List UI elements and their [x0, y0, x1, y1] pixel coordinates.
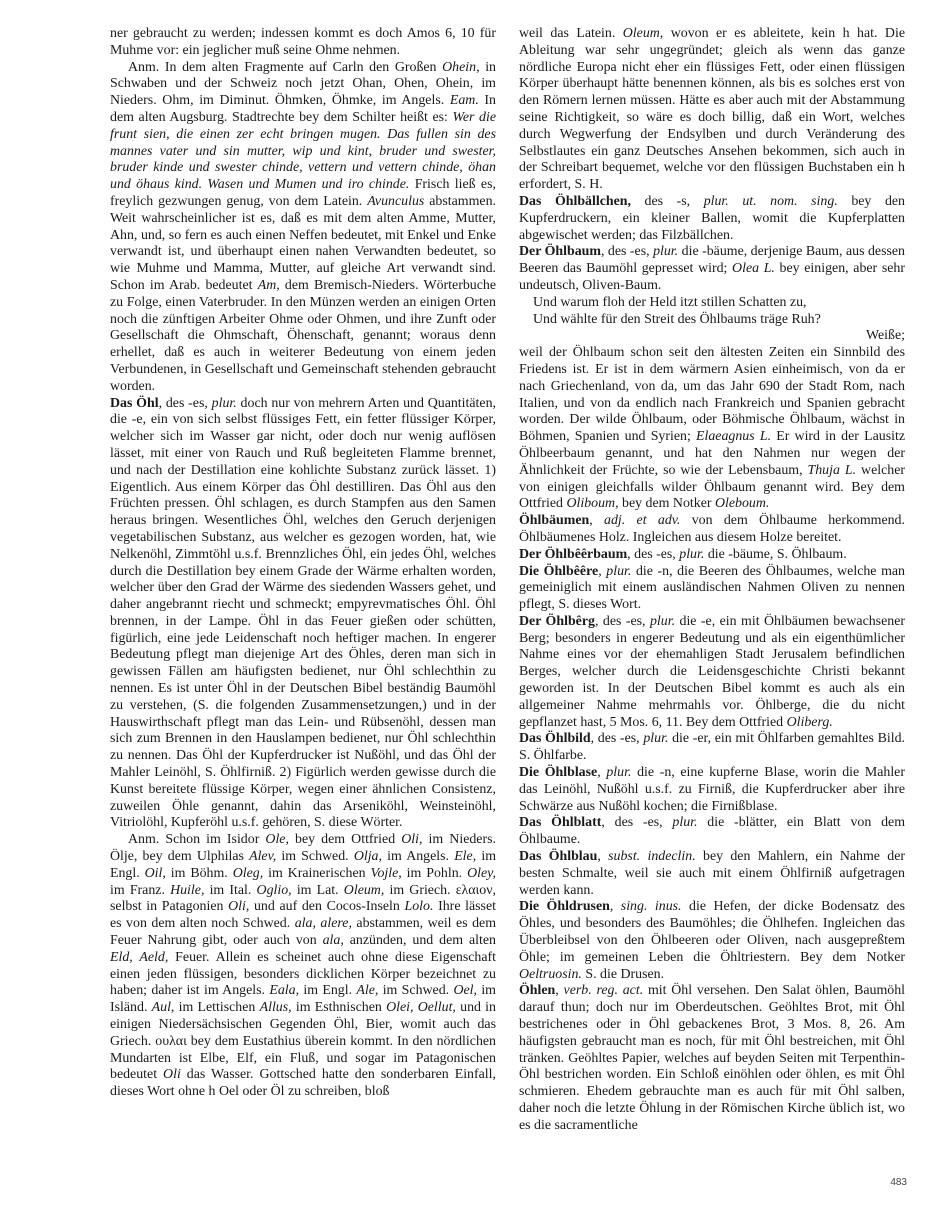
paragraph	[519, 328, 905, 345]
text-run: Weiße;	[866, 328, 905, 344]
text-run: in Schwaben und der Schweiz noch jetzt Ohan, Ohen, Ohein, im Nieders. Ohm, im Diminut. Öhmken, Öhmke, im Angels.	[110, 59, 496, 109]
text-run: im Ital.	[204, 882, 257, 898]
text-run: Und wählte für den Streit des Öhlbaums träge Ruh?	[533, 311, 821, 327]
paragraph	[519, 614, 905, 732]
italic-text: plur. ut. nom. sing.	[703, 193, 838, 209]
text-run: , des -es,	[627, 546, 680, 562]
italic-text: Ohein,	[442, 59, 480, 75]
entry-headword: Das Öhlbild	[519, 731, 591, 747]
text-run: abstammen. Weit wahrscheinlicher ist es, daß es mit dem alten Amme, Mutter, Ahn, und, so fern es auch einen Neffen bedeutet, mit Enkel und Enke verwandt ist, und überhaupt einen nahen Verwandten bedeutet, so wie Muhme und Mamma, Mutter, auf gleiche Art verwandt sind. Schon im Arab. bedeutet	[110, 193, 496, 293]
text-run: die -er, ein mit Öhlfarben gemahltes Bild. S. Öhlfarbe.	[519, 731, 905, 764]
italic-text: sing. inus.	[620, 899, 682, 915]
text-run: im Pohln.	[401, 865, 468, 881]
text-run: In dem alten Augsburg. Stadtrechte bey dem Schilter heißt es:	[110, 93, 497, 125]
text-run: ,	[597, 849, 609, 865]
italic-text: Lolo.	[404, 899, 434, 915]
text-run: im Lat.	[291, 882, 344, 898]
italic-text: Aul,	[151, 1000, 175, 1016]
paragraph	[519, 513, 905, 547]
text-run: Anm. In dem alten Fragmente auf Carln den Großen	[128, 59, 443, 75]
italic-text: plur.	[649, 613, 676, 629]
italic-text: Eld, Aeld,	[110, 949, 169, 965]
text-run: ,	[609, 899, 621, 915]
italic-text: Alev,	[249, 849, 277, 865]
text-run: bey einigen, aber sehr undeutsch, Oliven-Baum.	[519, 261, 905, 293]
text-run: , des -es,	[158, 395, 212, 411]
text-run: Anm. Schon im Isidor	[128, 832, 266, 848]
text-run: Er wird in der Lausitz Öhlbeerbaum genannt, und hat den Nahmen nur wegen der Ähnlichkeit der Früchte, so wie der Lebensbaum,	[519, 429, 905, 478]
text-run: im Schwed.	[276, 849, 354, 865]
italic-text: Oel,	[453, 983, 477, 999]
italic-text: Huile,	[170, 882, 205, 898]
page-number: 483	[890, 1177, 907, 1188]
text-run: weil der Öhlbaum schon seit den ältesten Zeiten ein Sinnbild des Friedens ist. Er ist in dem wärmern Asien einheimisch, von da er nach Griechenland, von da, um das Jahr 690 der Stadt Rom, nach Italien, und von da endlich nach Frankreich und Spanien gebracht worden. Der wilde Öhlbaum, oder Böhmische Öhlbaum, wächst in Böhmen, Spanien und Syrien;	[519, 345, 905, 445]
text-run: das Wasser. Gottsched hatte den sonderbaren Einfall, dieses Wort ohne h Oel oder Öl zu schreiben, bloß	[110, 1067, 496, 1100]
entry-headword: Die Öhlbêêre	[519, 563, 599, 579]
paragraph	[110, 396, 496, 833]
italic-text: verb. reg. act.	[563, 983, 644, 999]
italic-text: Am,	[257, 277, 280, 293]
text-run: ,	[598, 563, 607, 579]
text-run: bey dem Ottfried	[288, 832, 402, 848]
text-run: anzünden, und dem alten	[343, 933, 496, 949]
text-run: Frisch ließ es, freylich gezwungen genug, von dem Latein.	[110, 177, 496, 209]
text-run: im Böhm.	[165, 865, 233, 881]
italic-text: Ole,	[265, 832, 289, 848]
italic-text: subst. indeclin.	[608, 849, 696, 865]
entry-headword: Die Öhldrusen	[519, 899, 610, 915]
text-run: die -e, ein mit Öhlbäumen bewachsener Berg; besonders in engerer Bedeutung und als ein eigenthümlicher Nahme eines vor der ehemahligen Stadt Jerusalem befindlichen Berges, welcher durch die Leidensgeschichte Christi bekannt geworden ist. In der Deutschen Bibel kommt es auch als ein allgemeiner Nahme mehrmahls vor. Öhlberge, die du nicht gepflanzet hast, 5 Mos. 6, 11. Bey dem Ottfried	[519, 613, 905, 730]
paragraph	[519, 295, 905, 312]
text-run: ner gebraucht zu werden; indessen kommt es doch Amos 6, 10 für Muhme vor: ein jeglicher muß seine Ohme nehmen.	[110, 26, 496, 58]
paragraph	[519, 26, 905, 194]
text-run: im Schwed.	[378, 983, 454, 999]
text-run: Feuer. Allein es scheinet auch ohne diese Eigenschaft einen jeden flüssigen, besonders dicklichen Körper bezeichnet zu haben; daher ist im Angels.	[110, 949, 496, 999]
text-run: die -n, eine kupferne Blase, worin die Mahler das Leinöhl, Nußöhl u.s.f. zu Firniß, die Kupferdrucker aber ihre Schwärze aus Nußöhl kochen; die Firnißblase.	[519, 765, 905, 814]
text-run: , des -es,	[594, 613, 650, 629]
italic-text: Avunculus	[367, 193, 425, 209]
italic-text: Oli	[163, 1067, 181, 1083]
italic-text: Oeltruosin.	[519, 966, 582, 982]
entry-headword: Das Öhlblatt	[519, 815, 602, 831]
text-run: weil das Latein.	[519, 26, 623, 41]
paragraph	[519, 312, 905, 329]
paragraph	[519, 815, 905, 849]
text-run: im Krainerischen	[263, 865, 371, 881]
text-run: wovon er es ableitete, kein h hat. Die Ableitung war sehr ungegründet; gleich als wenn das ganze nördliche Europa nicht eher ein flüssiges Fett, oder einen flüssigen Körper überhaupt hätte benennen können, als bis es solches erst von den Römern lernen müssen. Hätte es aber auch mit der Abstammung seine Richtigkeit, so wäre es doch billig, daß ein Wort, welches durch Wegwerfung der Endsylben und durch Veränderung des Selbstlautes ein ganz Deutsches Ansehen bekommen, sich auch in der Schreibart bequemet, welche vor den flüssigen Buchstaben ein h erfordert, S. H.	[519, 26, 905, 193]
italic-text: Oli,	[228, 899, 250, 915]
text-run: die Hefen, der dicke Bodensatz des Öhles, und besonders des Baumöhles; die Öhlhefen. Ingleichen das Überbleibsel von den Öhlbeeren oder Oliven, nach ausgepreßtem Öhle; im gemeinen Leben die Öhltriestern. Bey dem Notker	[519, 899, 905, 965]
text-run: die -bäume, derjenige Baum, aus dessen Beeren das Baumöhl gepresset wird;	[519, 244, 906, 277]
italic-text: Elaeagnus L.	[696, 429, 772, 445]
paragraph	[519, 244, 905, 294]
italic-text: plur.	[672, 815, 698, 831]
italic-text: ala, alere,	[294, 916, 352, 932]
text-run: ,	[589, 513, 605, 529]
paragraph	[519, 899, 905, 983]
italic-text: plur.	[643, 731, 669, 747]
italic-text: Olja,	[353, 849, 382, 865]
italic-text: adj. et adv.	[604, 513, 681, 529]
entry-headword: Das Öhl	[110, 395, 159, 411]
text-run: im Engl.	[299, 983, 357, 999]
right-column	[519, 26, 905, 1135]
entry-headword: Öhlen	[519, 983, 556, 999]
text-run: , des -es,	[590, 731, 644, 747]
italic-text: Oley,	[467, 865, 496, 881]
text-run: und in einigen Niedersächsischen Gegenden Öhl, Bier, womit auch das Griech. ουλαι bey dem Eustathius überein kommt. In den nördlichen Mundarten ist Elbe, Elf, ein Fluß, und sogar im Patagonischen bedeutet	[110, 1000, 496, 1083]
italic-text: plur.	[606, 765, 632, 781]
text-run: bey dem Notker	[618, 496, 715, 512]
text-run: die -n, die Beeren des Öhlbaumes, welche man gemeiniglich mit einem ausländischen Nahmen Oliven zu nennen pflegt, S. dieses Wort.	[519, 563, 905, 613]
italic-text: Eala,	[269, 983, 300, 999]
text-run: im Griech. ελαιον, selbst in Patagonien	[110, 882, 496, 915]
text-run: ,	[597, 765, 607, 781]
text-run: dem Bremisch-Nieders. Wörterbuche zu Folge, einen Vaterbruder. In den Münzen werden an einigen Orten noch die zünftigen Arbeiter Ohme oder Ohmen, und ihre Zunft oder Gesellschaft die Ohmschaft, Öhenschaft, genannt; woraus denn erhellet, daß es auch in weiterer Bedeutung von einem jeden Verbundenen, in Gesellschaft und Gemeinschaft stehenden gebraucht worden.	[110, 277, 496, 394]
text-run: abstammen, weil es dem Feuer Nahrung gibt, oder auch von	[110, 916, 497, 949]
paragraph	[519, 731, 905, 765]
text-run: im Isländ.	[110, 983, 496, 1016]
italic-text: Oleg,	[232, 865, 264, 881]
entry-headword: Der Öhlbêêrbaum	[519, 546, 628, 562]
text-run: , des -es,	[600, 244, 654, 260]
text-run: ,	[555, 983, 564, 999]
text-run: die -blätter, ein Blatt von dem Öhlbaume.	[519, 815, 905, 848]
italic-text: Thuja L.	[807, 462, 857, 478]
text-run: mit Öhl versehen. Den Salat öhlen, Baumöhl darauf thun; doch nur im Oberdeutschen. Geöhltes Brot, mit Öhl bestrichenes oder in Öhl gebackenes Brot, 3 Mos. 8, 26. Am häufigsten gebraucht man es noch, für mit Öhl bestreichen, mit Öhl tränken. Geöhltes Papier, welches auf beyden Seiten mit Terpenthin-Öhl bestrichen worden. Ein Schloß einöhlen oder öhlen, es mit Öhl schmieren. Ehedem gebrauchte man es auch für mit Öhl salben, daher noch die letzte Öhlung in der Römischen Kirche üblich ist, wo es die sacramentliche	[519, 983, 906, 1133]
text-run: die -bäume, S. Öhlbaum.	[704, 546, 847, 562]
paragraph	[519, 849, 905, 899]
italic-text: Oil,	[144, 865, 166, 881]
italic-text: Oliberg.	[786, 714, 833, 730]
paragraph	[519, 983, 905, 1134]
entry-headword: Der Öhlbaum	[519, 244, 601, 260]
italic-text: plur.	[606, 563, 632, 579]
italic-text: plur.	[211, 395, 237, 411]
text-run: S. die Drusen.	[581, 966, 665, 982]
paragraph	[519, 765, 905, 815]
text-run: im Nieders. Ölje, bey dem Ulphilas	[110, 832, 496, 865]
text-run: im Esthnischen	[291, 1000, 387, 1016]
italic-text: Allus,	[259, 1000, 292, 1016]
text-run: und auf den Cocos-Inseln	[249, 899, 405, 915]
paragraph	[110, 60, 496, 396]
italic-text: Ele,	[454, 849, 477, 865]
text-run: im Engl.	[110, 849, 496, 881]
italic-text: Oliboum,	[566, 496, 619, 512]
text-run: Ihre lässet es von dem alten noch Schwed.	[110, 899, 496, 932]
text-run: , des -es,	[601, 815, 673, 831]
left-column	[110, 26, 496, 1101]
italic-text: Vojle,	[370, 865, 402, 881]
italic-text: Oleum,	[622, 26, 664, 41]
italic-text: Olei, Oellut,	[386, 1000, 456, 1016]
italic-text: Oglio,	[256, 882, 292, 898]
text-run: doch nur von mehrern Arten und Quantitäten, die -e, ein von sich selbst flüssiges Fett, ein fetter flüssiger Körper, welcher sich im Wasser gar nicht, oder doch nur wenig auflösen lässet, mit einer von Rauch und Ruß begleiteten Flamme brennet, und nach der Destillation eine kohlichte Substanz zurück lässet. 1) Eigentlich. Aus einem Körper das Öhl destilliren. Das Öhl aus den Früchten pressen. Öhl schlagen, es durch Stampfen aus den Samen heraus bringen. Wesentliches Öhl, welches den Geruch derjenigen vegetabilischen Substanz, aus welcher es gezogen worden, hat, wie Nelkenöhl, Zimmtöhl u.s.f. Brennzliches Öhl, ein jedes Öhl, welches durch die Destillation bey einem Grade der Wärme erhalten worden, welcher über den Grad der Wärme des siedenden Wassers gehet, und daher angebrannt riecht und schmeckt; empyrevmatisches Öhl. Öhl brennen, in der Lampe. Öhl in das Feuer gießen oder schütten, figürlich, eine jede Leidenschaft noch heftiger machen. In engerer Bedeutung pflegt man diejenige Art des Öhles, deren man sich in gewissen Fällen am häufigsten bedienet, nur Öhl schlechthin zu nennen. Es ist unter Öhl in der Deutschen Bibel beständig Baumöhl zu verstehen, (S. die folgenden Zusammensetzungen,) und in der Hauswirthschaft pflegt man das Lein- und Rübsenöhl, dessen man sich zum Brennen in den Hauslampen bedienet, nur Öhl schlechthin zu nennen. Das Öhl der Kupferdrucker ist Nußöhl, und das Öhl der Mahler Leinöhl, S. Öhlfirniß. 2) Figürlich werden gewisse durch die Kunst bereitete flüssige Körper, wegen einer ähnlichen Consistenz, zuweilen Öhle genannt, dahin das Arseniköhl, Weinsteinöhl, Vitriolöhl, Kupferöhl u.s.f. gehören, S. diese Wörter.	[110, 395, 496, 831]
italic-text: Eam.	[449, 93, 479, 109]
paragraph	[519, 547, 905, 564]
text-run: bey den Kupferdruckern, ein kleiner Ballen, womit die Kupferplatten abgewischet werden; das Filzbällchen.	[519, 193, 905, 243]
text-run: im Franz.	[110, 882, 171, 898]
italic-text: Oleboum.	[714, 496, 770, 512]
italic-text: Ale,	[356, 983, 379, 999]
text-run: bey den Mahlern, ein Nahme der besten Schmalte, weil sie auch mit einem Öhlfirniß aufgetragen werden kann.	[519, 849, 905, 898]
italic-text: Oleum,	[343, 882, 385, 898]
paragraph	[110, 26, 496, 60]
italic-text: Olea L.	[732, 261, 775, 277]
italic-text: Oli,	[401, 832, 423, 848]
text-run: von dem Öhlbaume herkommend. Öhlbäumenes Holz. Ingleichen aus diesem Holze bereitet.	[519, 513, 905, 545]
italic-text: ala,	[322, 933, 344, 949]
entry-headword: Öhlbäumen	[519, 513, 590, 529]
paragraph	[110, 832, 496, 1101]
entry-headword: Das Öhlblau	[519, 849, 598, 865]
entry-headword: Der Öhlbêrg	[519, 613, 595, 629]
paragraph	[519, 564, 905, 614]
entry-headword: Das Öhlbällchen,	[519, 193, 631, 209]
text-run: im Angels.	[381, 849, 455, 865]
paragraph	[519, 345, 905, 513]
text-run: des -s,	[630, 193, 704, 209]
entry-headword: Die Öhlblase	[519, 765, 598, 781]
paragraph	[519, 194, 905, 244]
text-run: welcher von einigen gleichfalls wilder Öhlbaum genannt wird. Bey dem Ottfried	[519, 462, 905, 512]
italic-text: plur.	[679, 546, 705, 562]
text-run: im Lettischen	[174, 1000, 260, 1016]
text-run: Und warum floh der Held itzt stillen Schatten zu,	[533, 294, 807, 310]
italic-text: Wer die frunt sien, die einen zer echt bringen mugen. Das fullen sin des mannes vater und sin mutter, wip und kint, bruder und swester, bruder kinde und swester chinde, vettern und vettern chinde, öhan und öhaus kind. Wasen und Mumen und iro chinde.	[110, 109, 496, 193]
italic-text: plur.	[653, 244, 679, 260]
